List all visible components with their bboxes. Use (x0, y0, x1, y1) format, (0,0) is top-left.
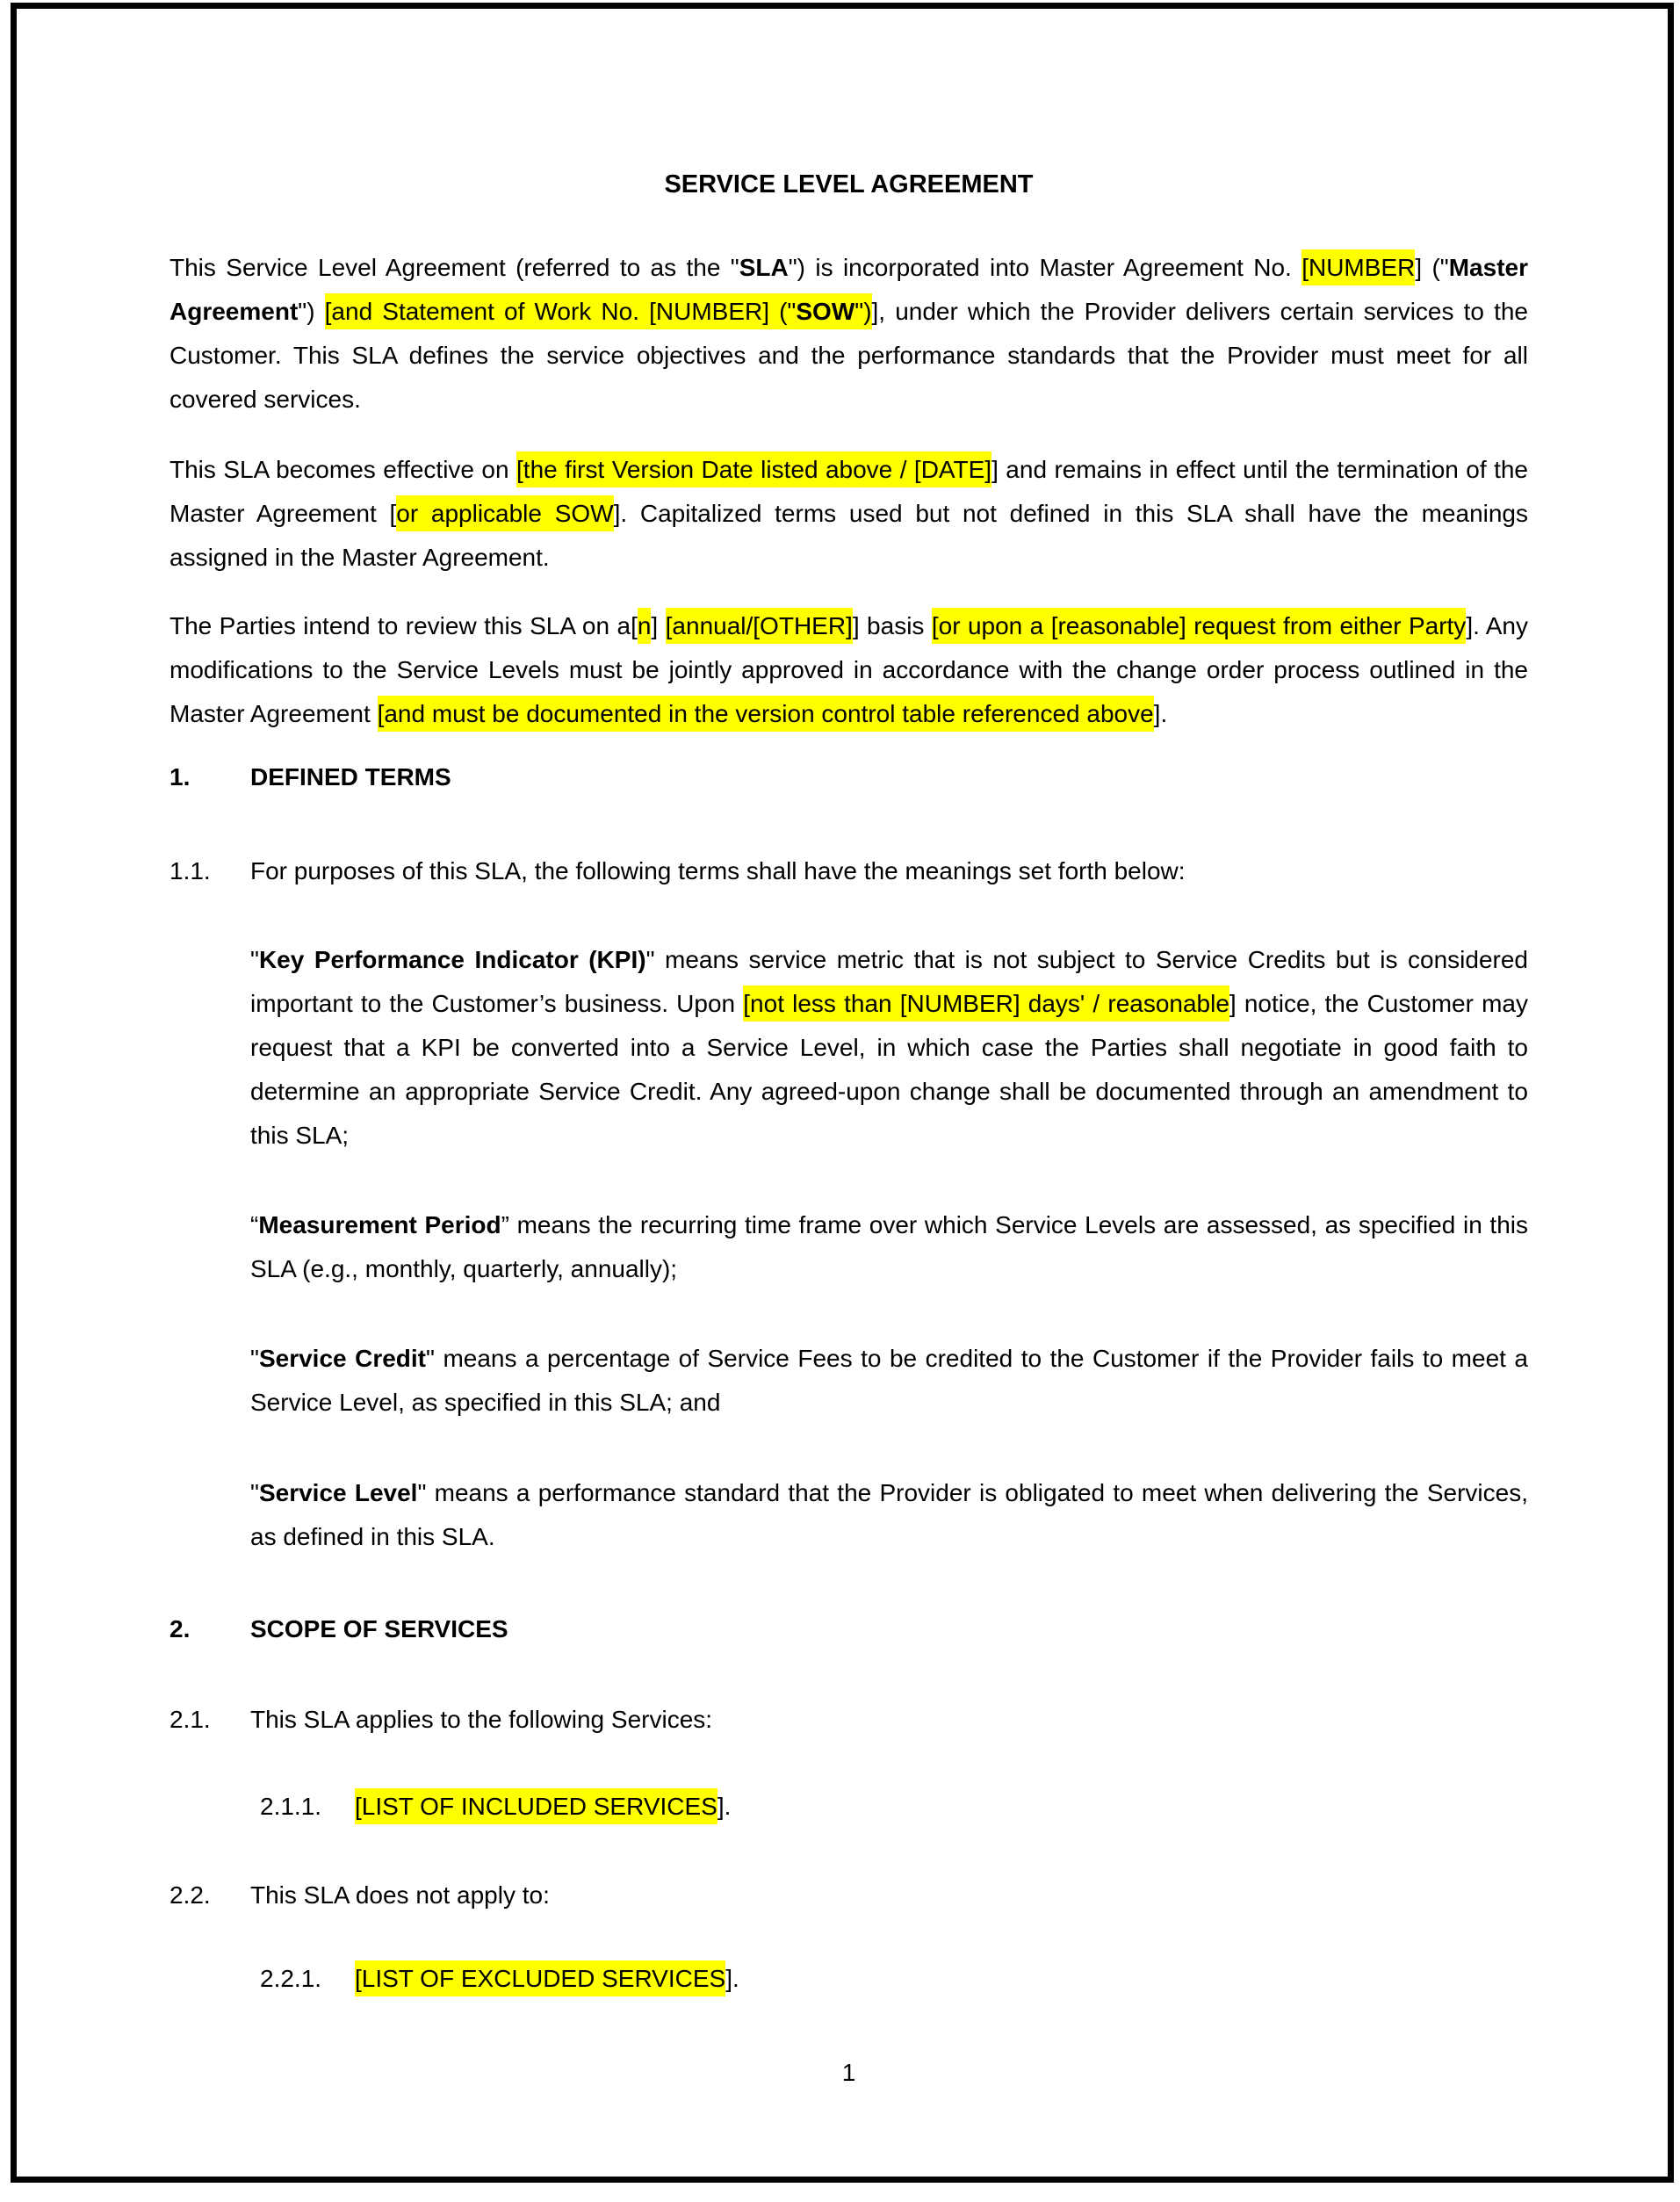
text-run: ]. Capitalized terms used but not defined in this SLA shall have the meanings assigned in the Master Agreement. (169, 500, 1528, 571)
intro-paragraph-3 (169, 604, 1528, 736)
text-run: ]. (725, 1965, 739, 1992)
highlighted-placeholder: ") (854, 293, 871, 329)
text-run: ]. (717, 1793, 732, 1820)
clause-text (250, 849, 1528, 893)
clause-number: 2.1.1. (260, 1793, 322, 1820)
text-run: Measurement Period (258, 1211, 501, 1238)
text-run: Key Performance Indicator (KPI) (258, 946, 646, 973)
clause-text (355, 1957, 1528, 2001)
text-run: ") is incorporated into Master Agreement No. (788, 254, 1302, 281)
clause-number: 2.2.1. (260, 1965, 322, 1992)
text-run: " means service metric that is not subject to Service Credits but is considered important to the Customer’s business. Upon (250, 946, 1528, 1017)
text-run: ] basis (852, 612, 932, 639)
text-run: For purposes of this SLA, the following terms shall have the meanings set forth below: (250, 857, 1186, 884)
definition-measurement-period (250, 1203, 1528, 1291)
text-run: ], under which the Provider delivers certain services to the Customer. This SLA defines the service objectives and the performance standards that the Provider must meet for all covered services. (169, 298, 1528, 413)
highlighted-placeholder: [or upon a [reasonable] request from either Party (932, 608, 1466, 644)
text-run: Master Agreement (169, 254, 1528, 325)
text-run: ]. Any modifications to the Service Levels must be jointly approved in accordance with the change order process outlined in the Master Agreement (169, 612, 1529, 727)
text-run: This SLA does not apply to: (250, 1881, 550, 1909)
text-run: This SLA applies to the following Services: (250, 1706, 713, 1733)
text-run: " (250, 1345, 259, 1372)
definition-service-credit (250, 1337, 1528, 1425)
clause-number: 1.1. (169, 857, 211, 884)
definition-kpi (250, 938, 1528, 1158)
text-run: " means a percentage of Service Fees to be credited to the Customer if the Provider fails to meet a Service Level, as specified in this SLA; and (250, 1345, 1528, 1416)
text-run: Service Credit (258, 1345, 426, 1372)
text-run: This Service Level Agreement (referred to as the " (169, 254, 739, 281)
text-run: The Parties intend to review this SLA on a[ (169, 612, 638, 639)
highlighted-placeholder: [LIST OF EXCLUDED SERVICES (355, 1960, 725, 1996)
text-run: ” means the recurring time frame over which Service Levels are assessed, as specified in this SLA (e.g., monthly, quarterly, annually); (250, 1211, 1528, 1282)
section-number: 2. (169, 1615, 191, 1642)
clause-2-1-1-row (260, 1785, 1528, 1829)
document-title: SERVICE LEVEL AGREEMENT (664, 170, 1034, 199)
highlighted-placeholder: SOW (796, 293, 854, 329)
text-run: " (250, 946, 259, 973)
clause-2-1-row (169, 1698, 1528, 1742)
highlighted-placeholder: [NUMBER (1301, 249, 1415, 285)
clause-number: 2.1. (169, 1706, 211, 1733)
highlighted-placeholder: [annual/[OTHER] (666, 608, 853, 644)
document-body (169, 0, 1528, 2001)
highlighted-placeholder: [LIST OF INCLUDED SERVICES (355, 1788, 717, 1824)
text-run: This SLA becomes effective on (169, 456, 517, 483)
clause-1-1-row (169, 849, 1528, 893)
section-heading: SCOPE OF SERVICES (250, 1615, 508, 1642)
section-1-heading-row (169, 755, 1528, 799)
highlighted-placeholder: or applicable SOW (396, 495, 613, 531)
highlighted-placeholder: [the first Version Date listed above / [DATE] (516, 451, 991, 487)
definition-service-level (250, 1471, 1528, 1559)
text-run: ") (298, 298, 325, 325)
highlighted-placeholder: [and must be documented in the version control table referenced above (378, 696, 1154, 732)
clause-number: 2.2. (169, 1881, 211, 1909)
clause-2-2-1-row (260, 1957, 1528, 2001)
section-number: 1. (169, 763, 191, 791)
text-run: SLA (739, 254, 789, 281)
section-heading: DEFINED TERMS (250, 763, 451, 791)
highlighted-placeholder: n (638, 608, 652, 644)
highlighted-placeholder: [and Statement of Work No. [NUMBER] (" (325, 293, 797, 329)
text-run: ] notice, the Customer may request that a KPI be converted into a Service Level, in which case the Parties shall negotiate in good faith to determine an appropriate Service Credit. Any agreed-upon change shall be documented through an amendment to this SLA; (250, 990, 1529, 1149)
intro-paragraph-2 (169, 448, 1528, 580)
highlighted-placeholder: [not less than [NUMBER] days' / reasonable (743, 985, 1229, 1022)
section-2-heading-row (169, 1607, 1528, 1651)
clause-text (355, 1785, 1528, 1829)
intro-paragraph-1 (169, 246, 1528, 422)
clause-text (250, 1698, 1528, 1742)
text-run: ] (" (1415, 254, 1449, 281)
text-run: ]. (1153, 700, 1168, 727)
text-run: " (250, 1479, 259, 1506)
page-number: 1 (841, 2059, 856, 2086)
text-run: “ (250, 1211, 259, 1238)
text-run: ] and remains in effect until the termination of the Master Agreement [ (169, 456, 1528, 527)
text-run: Service Level (258, 1479, 418, 1506)
clause-2-2-row (169, 1874, 1528, 1917)
clause-text (250, 1874, 1528, 1917)
text-run: " means a performance standard that the Provider is obligated to meet when delivering the Services, as defined in this SLA. (250, 1479, 1528, 1550)
text-run: ] (651, 612, 666, 639)
